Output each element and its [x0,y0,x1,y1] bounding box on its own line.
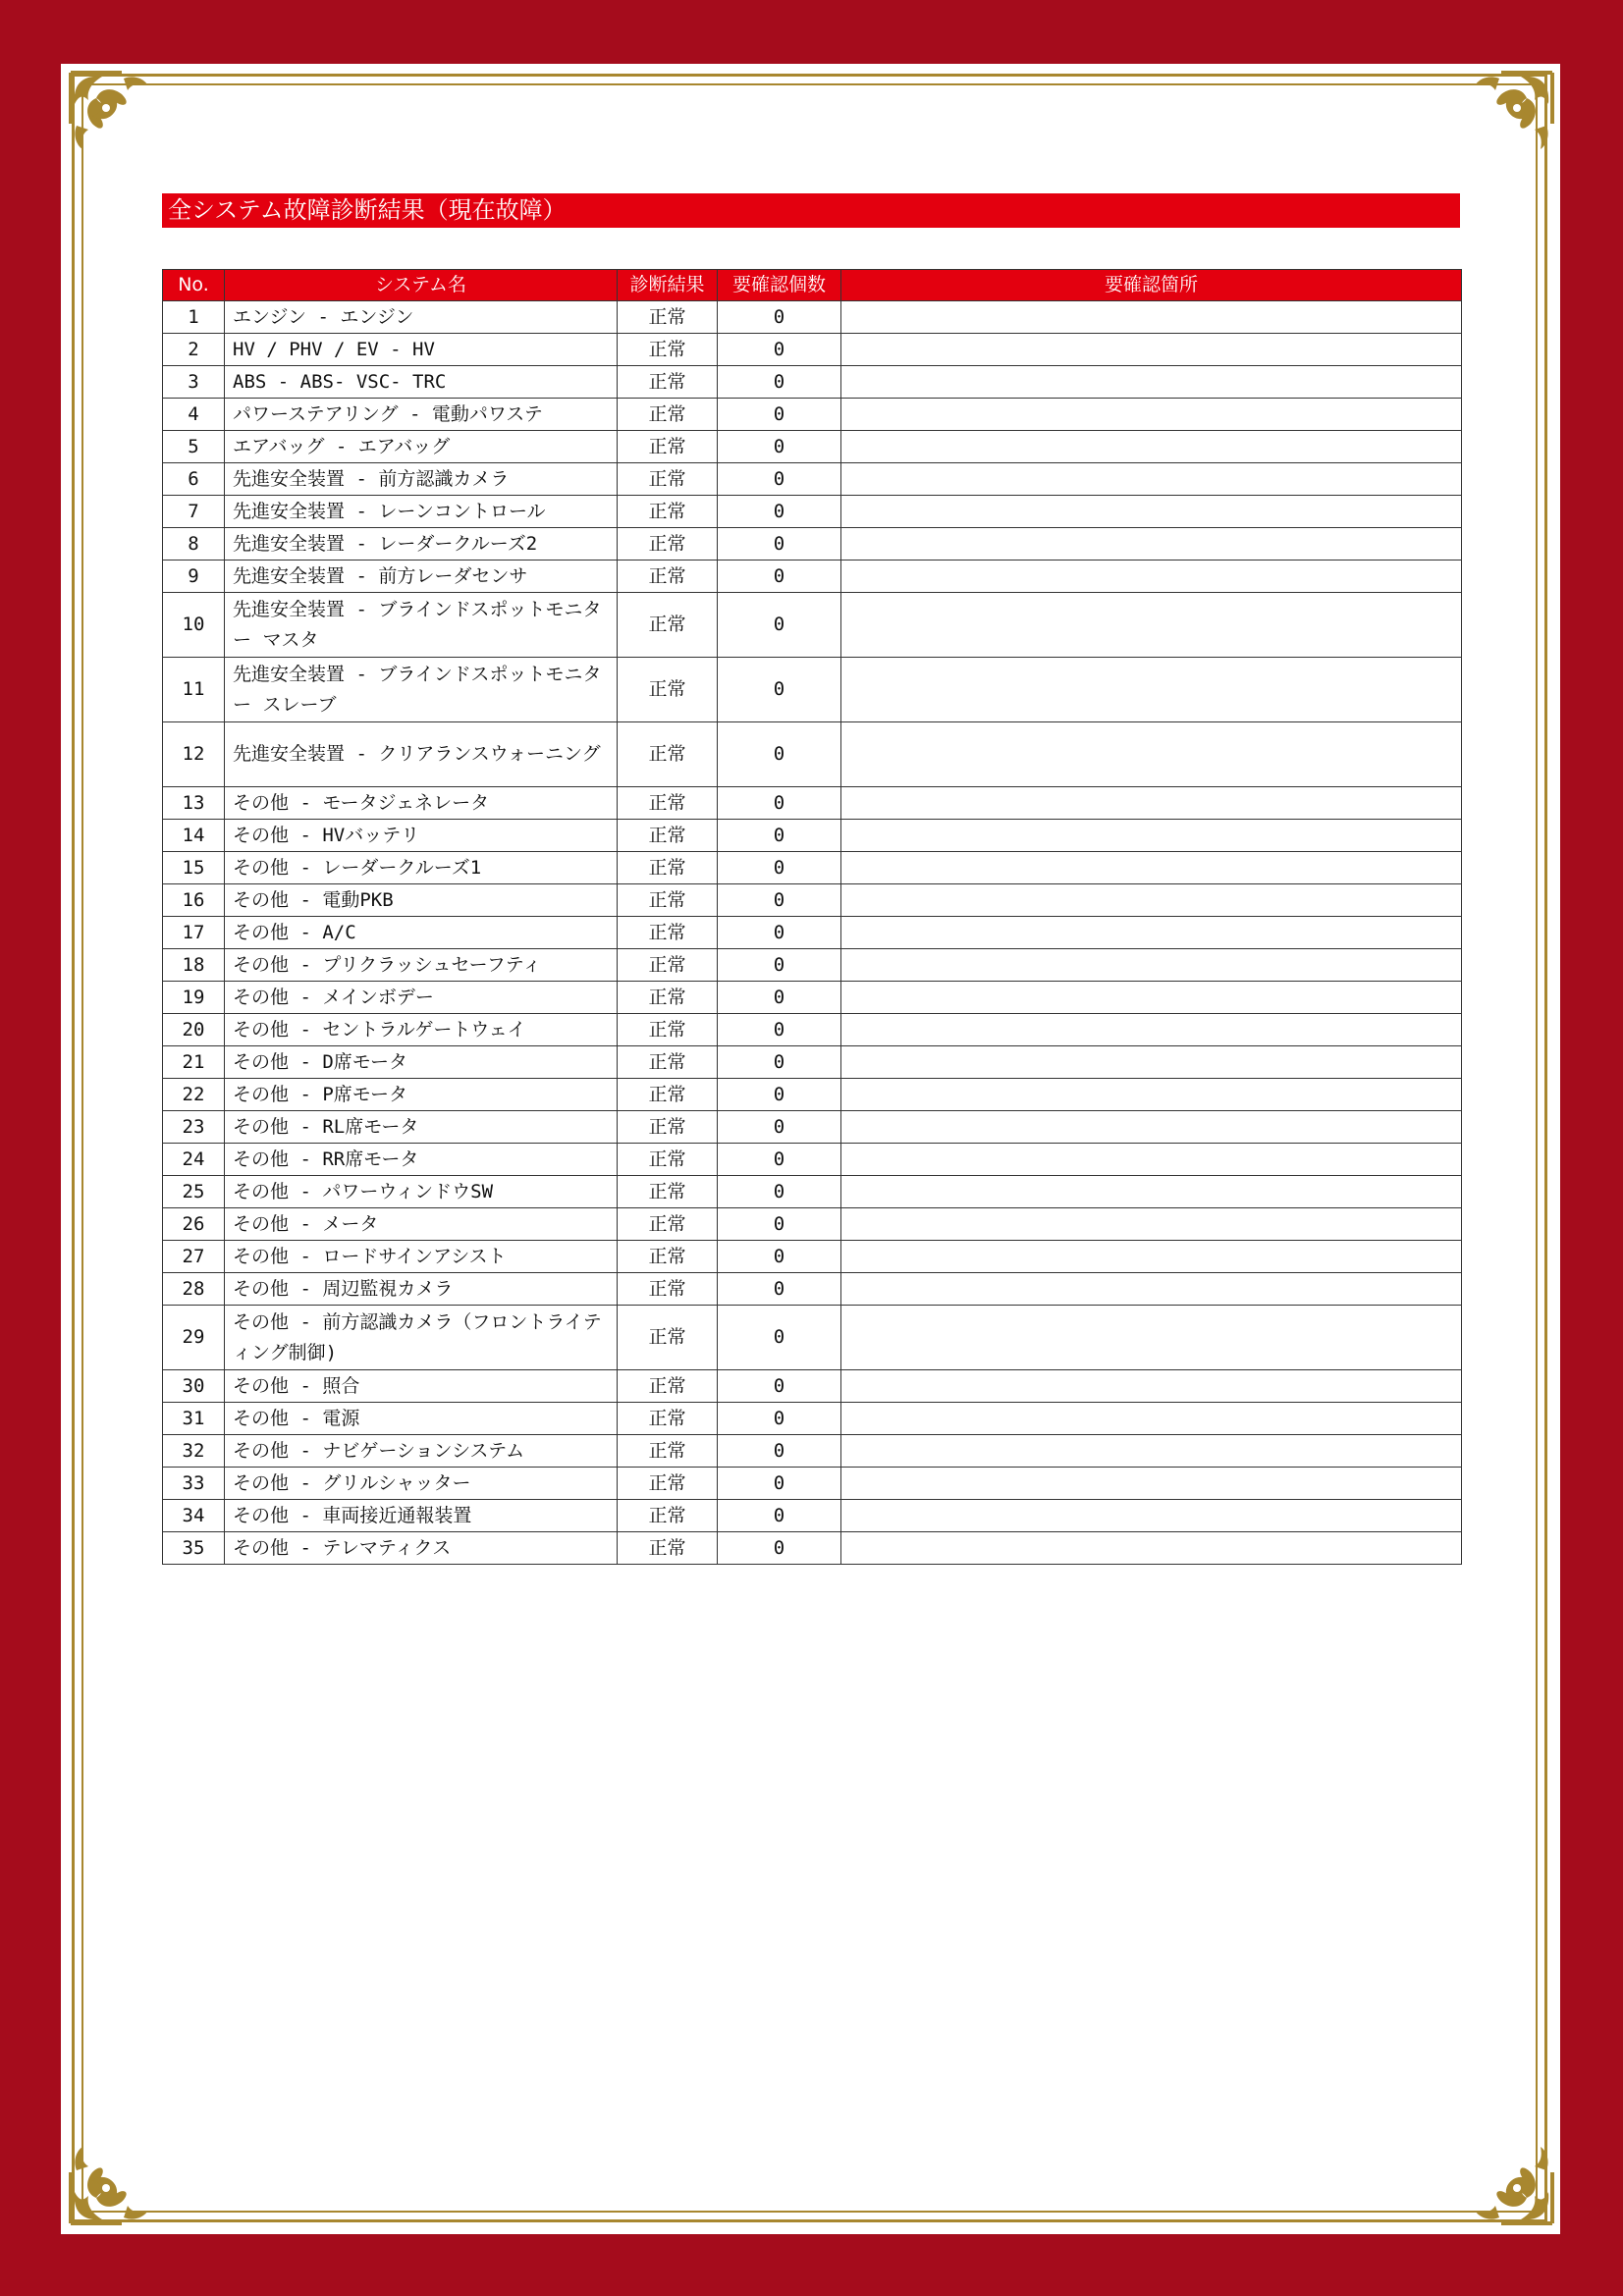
system-name: その他 - P席モータ [225,1079,618,1111]
system-name: パワーステアリング - 電動パワステ [225,399,618,431]
system-name: その他 - A/C [225,917,618,949]
system-name: その他 - 電動PKB [225,884,618,917]
row-number: 12 [163,722,225,787]
check-count: 0 [718,561,841,593]
row-number: 18 [163,949,225,982]
table-row [163,917,1462,949]
check-location [841,301,1462,334]
check-count: 0 [718,1046,841,1079]
system-name: その他 - RR席モータ [225,1144,618,1176]
table-row [163,1079,1462,1111]
header-result: 診断結果 [618,270,718,301]
check-count: 0 [718,1468,841,1500]
check-count: 0 [718,1079,841,1111]
diagnosis-result: 正常 [618,463,718,496]
diagnosis-table [162,269,1462,1565]
table-row [163,1111,1462,1144]
table-row [163,1144,1462,1176]
header-system: システム名 [225,270,618,301]
diagnosis-result: 正常 [618,528,718,561]
check-location [841,366,1462,399]
table-row [163,1046,1462,1079]
diagnosis-result: 正常 [618,431,718,463]
check-location [841,1046,1462,1079]
system-name: 先進安全装置 - 前方認識カメラ [225,463,618,496]
check-count: 0 [718,1403,841,1435]
row-number: 28 [163,1273,225,1306]
header-location: 要確認箇所 [841,270,1462,301]
check-location [841,1468,1462,1500]
system-name: その他 - セントラルゲートウェイ [225,1014,618,1046]
system-name: エアバッグ - エアバッグ [225,431,618,463]
diagnosis-result: 正常 [618,1468,718,1500]
check-count: 0 [718,1208,841,1241]
table-row [163,301,1462,334]
system-name: その他 - ナビゲーションシステム [225,1435,618,1468]
check-count: 0 [718,1435,841,1468]
row-number: 3 [163,366,225,399]
diagnosis-result: 正常 [618,787,718,820]
system-name: その他 - RL席モータ [225,1111,618,1144]
table-header-row [163,270,1462,301]
check-location [841,1532,1462,1565]
table-row [163,1500,1462,1532]
table-row [163,1176,1462,1208]
check-count: 0 [718,787,841,820]
table-row [163,431,1462,463]
check-location [841,722,1462,787]
check-count: 0 [718,496,841,528]
diagnosis-result: 正常 [618,1144,718,1176]
row-number: 21 [163,1046,225,1079]
check-location [841,1241,1462,1273]
row-number: 19 [163,982,225,1014]
system-name: 先進安全装置 - ブラインドスポットモニター スレーブ [225,658,618,722]
system-name: その他 - D席モータ [225,1046,618,1079]
row-number: 16 [163,884,225,917]
corner-ornament-icon [63,65,161,163]
row-number: 5 [163,431,225,463]
diagnosis-result: 正常 [618,1370,718,1403]
row-number: 26 [163,1208,225,1241]
row-number: 14 [163,820,225,852]
row-number: 30 [163,1370,225,1403]
row-number: 31 [163,1403,225,1435]
diagnosis-result: 正常 [618,982,718,1014]
check-location [841,528,1462,561]
check-count: 0 [718,1532,841,1565]
check-count: 0 [718,820,841,852]
system-name: その他 - レーダークルーズ1 [225,852,618,884]
table-row [163,787,1462,820]
system-name: その他 - HVバッテリ [225,820,618,852]
system-name: その他 - 電源 [225,1403,618,1435]
diagnosis-result: 正常 [618,301,718,334]
system-name: その他 - メータ [225,1208,618,1241]
table-row [163,852,1462,884]
check-location [841,884,1462,917]
diagnosis-result: 正常 [618,1079,718,1111]
table-body [163,301,1462,1565]
check-location [841,658,1462,722]
diagnosis-result: 正常 [618,593,718,658]
row-number: 15 [163,852,225,884]
system-name: HV / PHV / EV - HV [225,334,618,366]
row-number: 9 [163,561,225,593]
system-name: 先進安全装置 - レーンコントロール [225,496,618,528]
table-row [163,820,1462,852]
row-number: 23 [163,1111,225,1144]
diagnosis-result: 正常 [618,852,718,884]
table-row [163,463,1462,496]
check-count: 0 [718,852,841,884]
table-row [163,399,1462,431]
check-location [841,431,1462,463]
header-count: 要確認個数 [718,270,841,301]
row-number: 4 [163,399,225,431]
check-count: 0 [718,949,841,982]
check-count: 0 [718,1144,841,1176]
check-count: 0 [718,917,841,949]
check-count: 0 [718,334,841,366]
diagnosis-result: 正常 [618,1241,718,1273]
diagnosis-result: 正常 [618,399,718,431]
corner-ornament-icon [1462,2133,1560,2231]
system-name: その他 - テレマティクス [225,1532,618,1565]
check-location [841,1111,1462,1144]
check-location [841,1079,1462,1111]
diagnosis-result: 正常 [618,1014,718,1046]
check-location [841,852,1462,884]
row-number: 34 [163,1500,225,1532]
system-name: その他 - プリクラッシュセーフティ [225,949,618,982]
check-count: 0 [718,1273,841,1306]
check-count: 0 [718,722,841,787]
system-name: ABS - ABS- VSC- TRC [225,366,618,399]
table-row [163,1273,1462,1306]
check-location [841,820,1462,852]
header-no: No. [163,270,225,301]
system-name: その他 - パワーウィンドウSW [225,1176,618,1208]
check-count: 0 [718,1241,841,1273]
system-name: その他 - 車両接近通報装置 [225,1500,618,1532]
diagnosis-result: 正常 [618,1500,718,1532]
table-row [163,366,1462,399]
system-name: その他 - 前方認識カメラ（フロントライティング制御) [225,1306,618,1370]
diagnosis-result: 正常 [618,658,718,722]
check-location [841,787,1462,820]
check-count: 0 [718,1176,841,1208]
diagnosis-result: 正常 [618,1176,718,1208]
check-location [841,561,1462,593]
check-location [841,1014,1462,1046]
diagnosis-result: 正常 [618,1306,718,1370]
table-row [163,1370,1462,1403]
table-row [163,1435,1462,1468]
check-count: 0 [718,301,841,334]
check-count: 0 [718,658,841,722]
row-number: 8 [163,528,225,561]
table-row [163,334,1462,366]
corner-ornament-icon [1462,65,1560,163]
system-name: エンジン - エンジン [225,301,618,334]
check-location [841,1208,1462,1241]
check-count: 0 [718,1111,841,1144]
row-number: 7 [163,496,225,528]
check-location [841,593,1462,658]
diagnosis-result: 正常 [618,1208,718,1241]
section-title: 全システム故障診断結果（現在故障） [162,193,1460,228]
table-row [163,1403,1462,1435]
check-count: 0 [718,1370,841,1403]
row-number: 11 [163,658,225,722]
table-row [163,1468,1462,1500]
diagnosis-result: 正常 [618,722,718,787]
table-row [163,1532,1462,1565]
row-number: 22 [163,1079,225,1111]
table-row [163,1208,1462,1241]
diagnosis-result: 正常 [618,1273,718,1306]
row-number: 13 [163,787,225,820]
check-location [841,1176,1462,1208]
system-name: その他 - 周辺監視カメラ [225,1273,618,1306]
check-location [841,496,1462,528]
diagnosis-result: 正常 [618,820,718,852]
row-number: 24 [163,1144,225,1176]
check-location [841,334,1462,366]
check-location [841,463,1462,496]
check-count: 0 [718,399,841,431]
table-row [163,1306,1462,1370]
table-row [163,949,1462,982]
table-row [163,1014,1462,1046]
diagnosis-result: 正常 [618,496,718,528]
table-row [163,561,1462,593]
row-number: 10 [163,593,225,658]
corner-ornament-icon [63,2133,161,2231]
system-name: 先進安全装置 - 前方レーダセンサ [225,561,618,593]
diagnosis-result: 正常 [618,334,718,366]
system-name: 先進安全装置 - クリアランスウォーニング [225,722,618,787]
check-location [841,982,1462,1014]
table-row [163,722,1462,787]
system-name: その他 - グリルシャッター [225,1468,618,1500]
table-row [163,658,1462,722]
check-count: 0 [718,528,841,561]
table-row [163,496,1462,528]
check-location [841,1500,1462,1532]
check-location [841,917,1462,949]
row-number: 6 [163,463,225,496]
check-count: 0 [718,1500,841,1532]
check-location [841,1403,1462,1435]
diagnosis-result: 正常 [618,1111,718,1144]
system-name: その他 - ロードサインアシスト [225,1241,618,1273]
row-number: 2 [163,334,225,366]
diagnosis-result: 正常 [618,1403,718,1435]
check-location [841,1144,1462,1176]
row-number: 1 [163,301,225,334]
row-number: 35 [163,1532,225,1565]
diagnosis-result: 正常 [618,949,718,982]
diagnosis-result: 正常 [618,1532,718,1565]
table-row [163,1241,1462,1273]
row-number: 17 [163,917,225,949]
check-location [841,1435,1462,1468]
check-count: 0 [718,982,841,1014]
check-location [841,1370,1462,1403]
check-count: 0 [718,431,841,463]
row-number: 32 [163,1435,225,1468]
diagnosis-result: 正常 [618,917,718,949]
check-count: 0 [718,593,841,658]
system-name: その他 - モータジェネレータ [225,787,618,820]
row-number: 27 [163,1241,225,1273]
row-number: 29 [163,1306,225,1370]
system-name: その他 - 照合 [225,1370,618,1403]
check-count: 0 [718,1306,841,1370]
diagnosis-result: 正常 [618,366,718,399]
check-location [841,399,1462,431]
diagnosis-result: 正常 [618,561,718,593]
check-location [841,1273,1462,1306]
check-count: 0 [718,884,841,917]
check-location [841,949,1462,982]
row-number: 25 [163,1176,225,1208]
diagnosis-result: 正常 [618,884,718,917]
check-count: 0 [718,1014,841,1046]
row-number: 33 [163,1468,225,1500]
table-row [163,593,1462,658]
row-number: 20 [163,1014,225,1046]
table-row [163,982,1462,1014]
check-count: 0 [718,366,841,399]
system-name: その他 - メインボデー [225,982,618,1014]
diagnosis-result: 正常 [618,1046,718,1079]
system-name: 先進安全装置 - ブラインドスポットモニター マスタ [225,593,618,658]
table-row [163,884,1462,917]
system-name: 先進安全装置 - レーダークルーズ2 [225,528,618,561]
check-location [841,1306,1462,1370]
diagnosis-result: 正常 [618,1435,718,1468]
check-count: 0 [718,463,841,496]
table-row [163,528,1462,561]
